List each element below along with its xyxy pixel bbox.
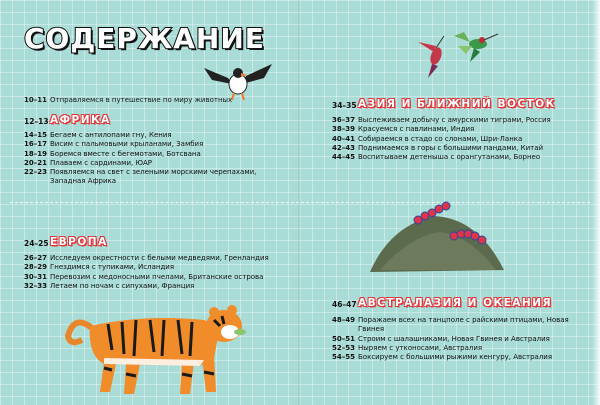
tiger-illustration — [64, 296, 254, 398]
australasia-entries — [332, 316, 594, 362]
caterpillars-illustration — [370, 196, 506, 274]
asia-pages: 34–35 — [332, 101, 357, 110]
list-item: 32–33 Летаем по ночам с сипухами, Франция — [24, 281, 195, 290]
list-item: 42–43 Поднимаемся в горы с большими пандами, Китай — [332, 143, 544, 152]
list-item: 30–31 Перевозим с медоносными пчелами, Британские острова — [24, 272, 264, 281]
list-item: Западная Африка — [50, 177, 117, 186]
africa-pages: 12–13 — [24, 117, 49, 126]
list-item: 38–39 Красуемся с павлинами, Индия — [332, 125, 475, 134]
list-item: 22–23 Появляемся на свет с зелеными морскими черепахами, — [24, 168, 257, 177]
list-item: 40–41 Собираемся в стадо со слонами, Шри-Ланка — [332, 134, 523, 143]
africa-title: АФРИКА — [50, 114, 111, 126]
list-item: 16–17 Висим с пальмовыми крыланами, Замбия — [24, 140, 204, 149]
list-item: 20–21 Плаваем с сардинами, ЮАР — [24, 158, 153, 167]
intro-text: Отправляемся в путешествие по миру животных — [50, 96, 233, 104]
list-item: 50–51 Строим с шалашниками, Новая Гвинея и Австралия — [332, 334, 550, 343]
intro-entry — [24, 96, 232, 105]
page-title: СОДЕРЖАНИЕ — [24, 22, 265, 55]
list-item: 48–49 Поражаем всех на танцполе с райскими птицами, Новая Гвинея — [332, 316, 569, 334]
australasia-title: АВСТРАЛАЗИЯ И ОКЕАНИЯ — [358, 297, 553, 309]
list-item: 44–45 Воспитываем детеныша с орангутанами, Борнео — [332, 153, 541, 162]
puffin-illustration — [202, 58, 274, 104]
europe-entries — [24, 254, 296, 291]
list-item: 14–15 Бегаем с антилопами гну, Кения — [24, 131, 172, 139]
australasia-pages: 46–47 — [332, 300, 357, 309]
list-item: 36–37 Выслеживаем добычу с амурскими тиграми, Россия — [332, 116, 551, 124]
intro-pages: 10–11 — [24, 96, 47, 104]
hummingbirds-illustration — [414, 22, 500, 88]
asia-title: АЗИЯ И БЛИЖНИЙ ВОСТОК — [358, 98, 556, 110]
africa-entries — [24, 131, 294, 187]
list-item: 18–19 Боремся вместе с бегемотами, Ботсвана — [24, 149, 201, 158]
asia-entries — [332, 116, 594, 162]
list-item: 52–53 Ныряем с утконосами, Австралия — [332, 343, 483, 352]
list-item: 28–29 Гнездимся с тупиками, Исландия — [24, 263, 175, 272]
list-item: 26–27 Исследуем окрестности с белыми медведями, Гренландия — [24, 254, 269, 262]
europe-pages: 24–25 — [24, 239, 49, 248]
europe-title: ЕВРОПА — [50, 236, 108, 248]
list-item: 54–55 Боксируем с большими рыжими кенгуру, Австралия — [332, 353, 553, 362]
